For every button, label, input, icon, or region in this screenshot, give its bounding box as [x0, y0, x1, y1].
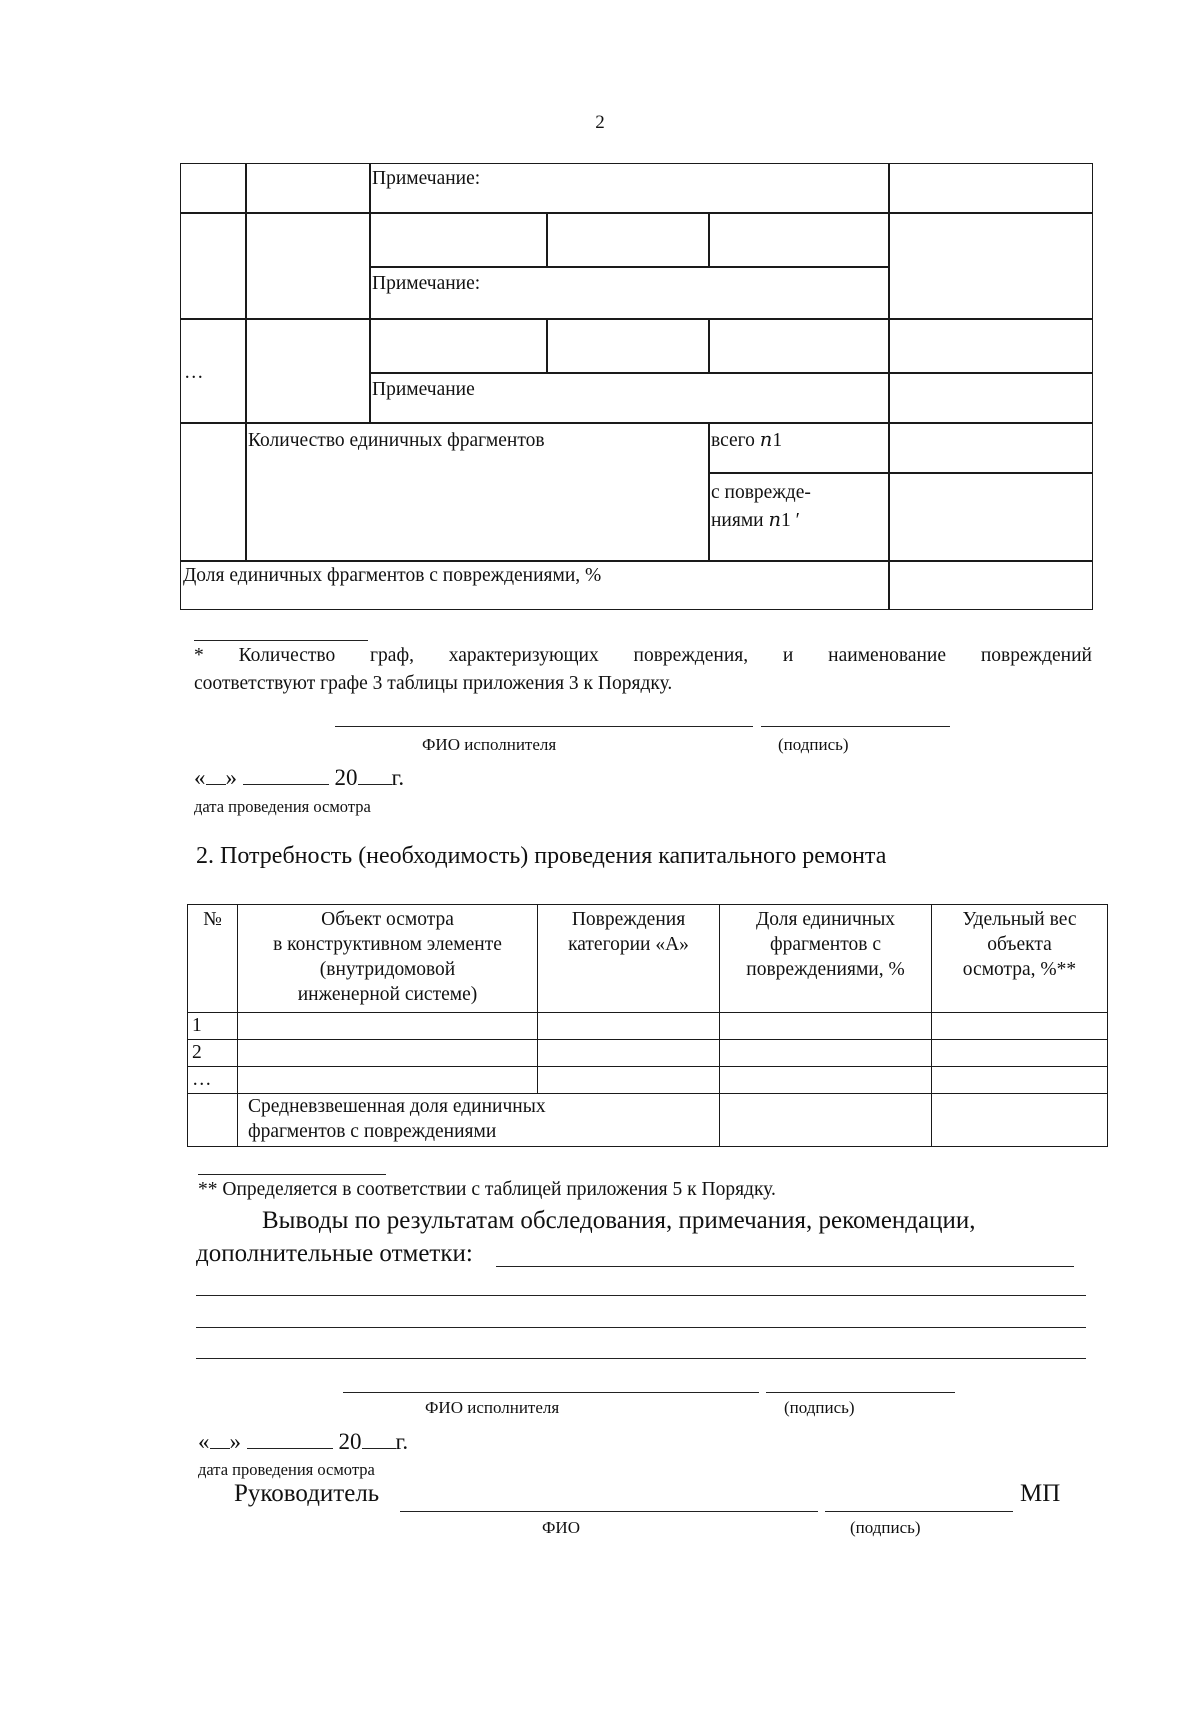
year-suffix-2: г.	[395, 1429, 409, 1454]
t2-header-object: Объект осмотра в конструктивном элементе (внутридомовой инженерной системе)	[238, 905, 538, 1013]
conclusions-field-2[interactable]	[196, 1295, 1086, 1296]
section-2-title: 2. Потребность (необходимость) проведения капитального ремонта	[196, 843, 887, 869]
t1-cell	[546, 212, 710, 268]
t2-weighted-label: Средневзвешенная доля единичных фрагментов с повреждениями	[238, 1094, 720, 1147]
t1-damaged-label-2: ниями 𝑛1 ′	[711, 510, 800, 531]
t2-cell[interactable]	[720, 1013, 932, 1040]
footnote-rule-1	[194, 640, 368, 641]
t2-cell[interactable]	[538, 1067, 720, 1094]
t1-cell	[180, 212, 247, 320]
t2-header-share: Доля единичных фрагментов с повреждениями, %	[720, 905, 932, 1013]
t1-cell	[369, 318, 548, 374]
conclusions-line-2: дополнительные отметки:	[196, 1240, 473, 1267]
t2-cell[interactable]	[720, 1094, 932, 1147]
conclusions-line-1: Выводы по результатам обследования, примечания, рекомендации,	[262, 1207, 976, 1234]
t1-cell	[708, 212, 890, 268]
year-suffix-1: г.	[391, 765, 405, 790]
t2-cell[interactable]	[538, 1013, 720, 1040]
executor-label-2: ФИО исполнителя	[425, 1398, 560, 1417]
signature-label-1: (подпись)	[778, 735, 849, 754]
t2-row-number: 2	[188, 1040, 238, 1067]
t1-cell	[546, 318, 710, 374]
t1-cell	[180, 163, 247, 214]
t1-cell	[708, 318, 890, 374]
year-field-2[interactable]	[362, 1428, 396, 1449]
t2-weighted-row	[188, 1094, 1108, 1147]
t2-cell[interactable]	[238, 1013, 538, 1040]
t1-cell	[888, 212, 1093, 320]
t2-cell[interactable]	[932, 1067, 1108, 1094]
t1-cell	[888, 318, 1093, 374]
executor-signature-line-1[interactable]	[761, 726, 950, 727]
t1-cell	[888, 422, 1093, 474]
t2-cell[interactable]	[932, 1013, 1108, 1040]
t1-total-label: всего 𝑛1	[711, 430, 783, 451]
t1-note-2: Примечание:	[372, 273, 481, 294]
t1-damaged-label-1: с поврежде-	[711, 482, 811, 503]
t2-cell[interactable]	[720, 1067, 932, 1094]
t2-header-no: №	[188, 905, 238, 1013]
t1-cell	[888, 372, 1093, 424]
month-field-1[interactable]	[243, 764, 329, 785]
footnote-2: ** Определяется в соответствии с таблицей приложения 5 к Порядку.	[198, 1179, 776, 1200]
day-field-2[interactable]	[210, 1428, 230, 1449]
table-row	[188, 1013, 1108, 1040]
t1-ellipsis: …	[184, 362, 204, 383]
t2-cell[interactable]	[238, 1040, 538, 1067]
executor-signature-line-2[interactable]	[766, 1392, 955, 1393]
fragments-table	[180, 163, 1093, 610]
t2-row-number: …	[188, 1067, 238, 1094]
conclusions-field-3[interactable]	[196, 1327, 1086, 1328]
t2-header-damage: Повреждения категории «А»	[538, 905, 720, 1013]
footnote-1-line-1: * Количество граф, характеризующих повреждения, и наименование повреждений	[194, 645, 1092, 666]
date-open-2: «	[198, 1429, 210, 1454]
executor-name-line-2[interactable]	[343, 1392, 759, 1393]
conclusions-field-4[interactable]	[196, 1358, 1086, 1359]
t1-share-label: Доля единичных фрагментов с повреждениями, %	[183, 565, 602, 586]
t2-row-number: 1	[188, 1013, 238, 1040]
table-row	[188, 1067, 1108, 1094]
date-label-1: дата проведения осмотра	[194, 797, 371, 816]
t1-cell	[888, 163, 1093, 214]
t2-cell[interactable]	[932, 1040, 1108, 1067]
date-label-2: дата проведения осмотра	[198, 1460, 375, 1479]
date-close-1: »	[225, 765, 237, 790]
head-label: Руководитель	[234, 1480, 380, 1507]
t1-cell	[245, 163, 371, 214]
t2-cell[interactable]	[238, 1067, 538, 1094]
table-row	[188, 1040, 1108, 1067]
date-close-2: »	[229, 1429, 241, 1454]
t1-note-3: Примечание	[372, 379, 475, 400]
head-name-line[interactable]	[400, 1511, 818, 1512]
t1-cell	[888, 472, 1093, 562]
stamp-label: МП	[1020, 1480, 1061, 1507]
t2-cell	[188, 1094, 238, 1147]
footnote-rule-2	[198, 1174, 386, 1175]
t1-count-label: Количество единичных фрагментов	[248, 430, 545, 451]
date-open-1: «	[194, 765, 206, 790]
t1-cell	[369, 212, 548, 268]
t1-cell	[245, 212, 371, 320]
t2-cell[interactable]	[932, 1094, 1108, 1147]
t2-header-weight: Удельный вес объекта осмотра, %**	[932, 905, 1108, 1013]
t2-header-row	[188, 905, 1108, 1013]
conclusions-field-1[interactable]	[496, 1266, 1074, 1267]
t1-note-1: Примечание:	[372, 168, 481, 189]
head-signature-line[interactable]	[825, 1511, 1013, 1512]
repair-need-table	[187, 904, 1108, 1147]
inspection-date-2	[198, 1428, 408, 1455]
t2-cell[interactable]	[538, 1040, 720, 1067]
day-field-1[interactable]	[206, 764, 226, 785]
year-prefix-1: 20	[334, 765, 358, 790]
year-prefix-2: 20	[338, 1429, 362, 1454]
inspection-date-1	[194, 764, 404, 791]
head-fio-label: ФИО	[542, 1518, 580, 1537]
signature-label-2: (подпись)	[784, 1398, 855, 1417]
year-field-1[interactable]	[358, 764, 392, 785]
executor-name-line-1[interactable]	[335, 726, 753, 727]
month-field-2[interactable]	[247, 1428, 333, 1449]
t1-cell	[245, 318, 371, 424]
executor-label-1: ФИО исполнителя	[422, 735, 557, 754]
t1-cell	[888, 560, 1093, 610]
footnote-1	[194, 642, 1092, 698]
t2-cell[interactable]	[720, 1040, 932, 1067]
head-signature-label: (подпись)	[850, 1518, 921, 1537]
page-number: 2	[595, 112, 605, 133]
footnote-1-line-2: соответствуют графе 3 таблицы приложения 3 к Порядку.	[194, 673, 673, 694]
t1-cell	[180, 422, 247, 562]
